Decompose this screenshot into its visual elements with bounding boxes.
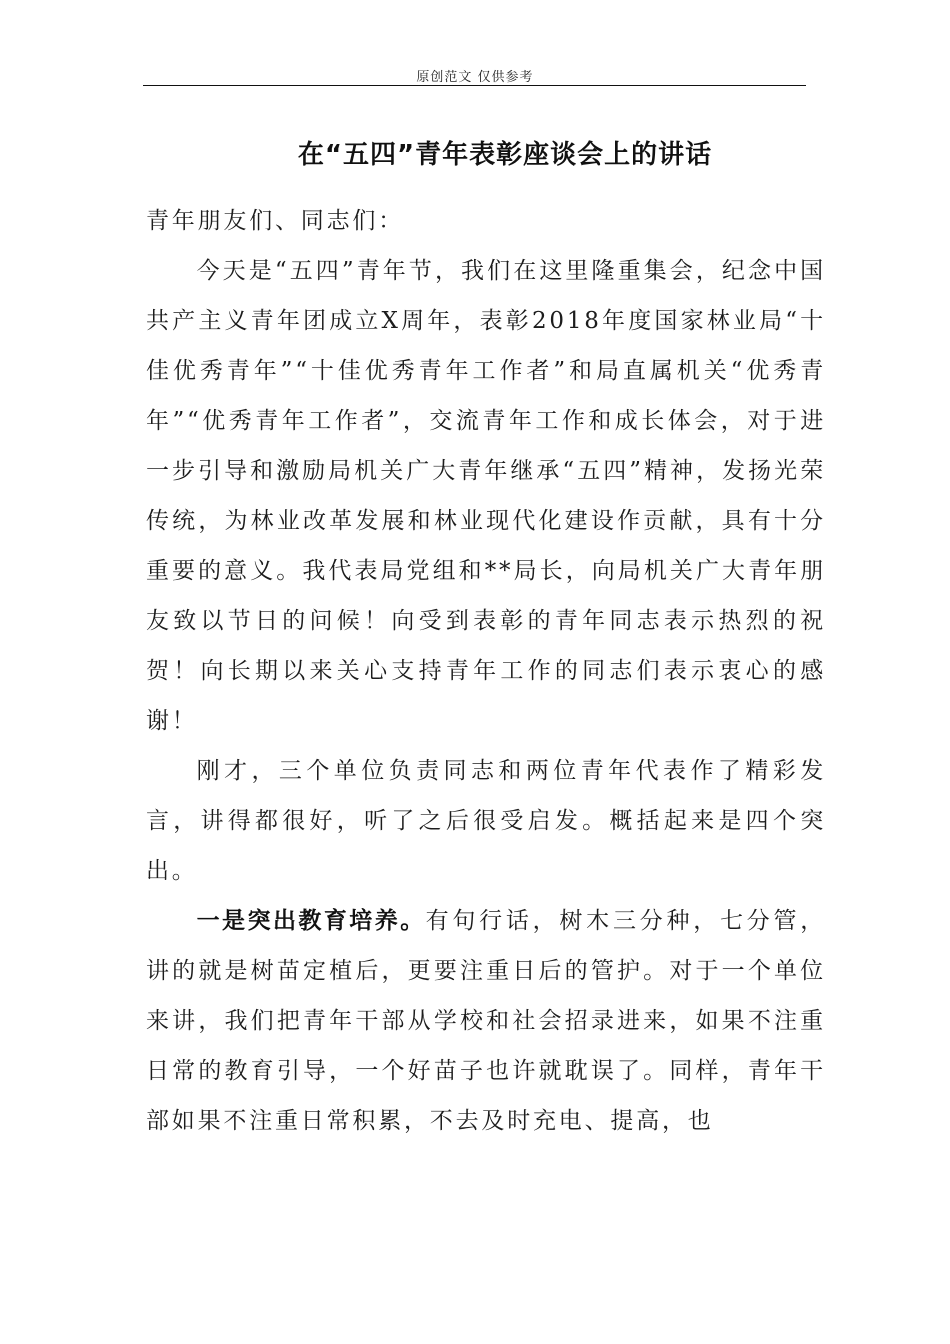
salutation: 青年朋友们、同志们： bbox=[146, 208, 404, 234]
paragraph-point-one bbox=[146, 896, 826, 1146]
paragraph-opening: 今天是“五四”青年节，我们在这里隆重集会，纪念中国共产主义青年团成立X周年，表彰2018年度国家林业局“十佳优秀青年”“十佳优秀青年工作者”和局直属机关“优秀青年”“优秀青年工作者”，交流青年工作和成长体会，对于进一步引导和激励局机关广大青年继承“五四”精神，发扬光荣传统，为林业改革发展和林业现代化建设作贡献，具有十分重要的意义。我代表局党组和**局长，向局机关广大青年朋友致以节日的问候！向受到表彰的青年同志表示热烈的祝贺！向长期以来关心支持青年工作的同志们表示衷心的感谢！ bbox=[146, 258, 826, 734]
header-divider bbox=[143, 85, 806, 86]
point-one-text: 有句行话，树木三分种，七分管，讲的就是树苗定植后，更要注重日后的管护。对于一个单位来讲，我们把青年干部从学校和社会招录进来，如果不注重日常的教育引导，一个好苗子也许就耽误了。同样，青年干部如果不注重日常积累，不去及时充电、提高，也 bbox=[146, 908, 827, 1134]
document-body bbox=[146, 196, 826, 1146]
header-note: 原创范文 仅供参考 bbox=[416, 70, 534, 85]
point-one-heading: 一是突出教育培养。 bbox=[196, 908, 426, 934]
paragraph-summary: 刚才，三个单位负责同志和两位青年代表作了精彩发言，讲得都很好，听了之后很受启发。概括起来是四个突出。 bbox=[146, 758, 826, 884]
document-title: 在“五四”青年表彰座谈会上的讲话 bbox=[297, 140, 713, 170]
